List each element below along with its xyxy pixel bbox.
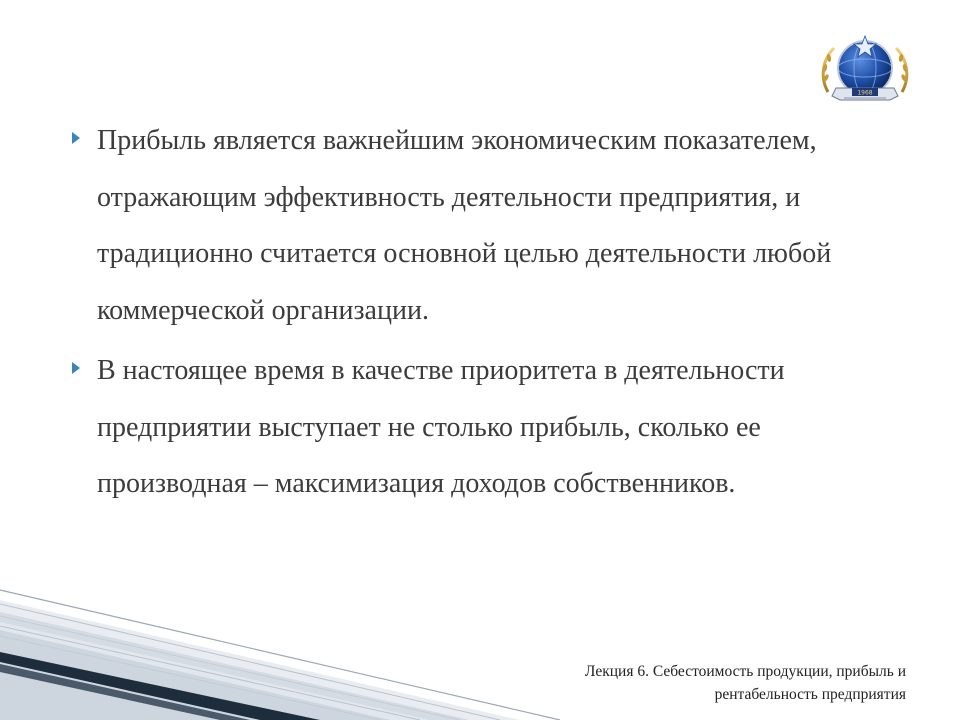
bullet-item (72, 343, 902, 513)
footer-line: рентабельность предприятия (714, 686, 906, 703)
slide-footer (446, 660, 906, 706)
bullet-arrow-icon (72, 132, 80, 144)
bullet-text: Прибыль является важнейшим экономическим показателем, отражающим эффективность деятельности предприятия, и традиционно считается основной целью деятельности любой коммерческой организации. (97, 125, 832, 326)
bullet-text: В настоящее время в качестве приоритета в деятельности предприятии выступает не столько прибыль, сколько ее производная – максимизация доходов собственников. (97, 355, 785, 499)
bullet-arrow-icon (72, 362, 80, 374)
footer-line: Лекция 6. Себестоимость продукции, прибыль и (584, 663, 906, 680)
university-emblem-icon (814, 30, 916, 110)
emblem-year: 1968 (857, 89, 873, 97)
bullet-item (72, 113, 902, 339)
slide-content (72, 113, 902, 517)
